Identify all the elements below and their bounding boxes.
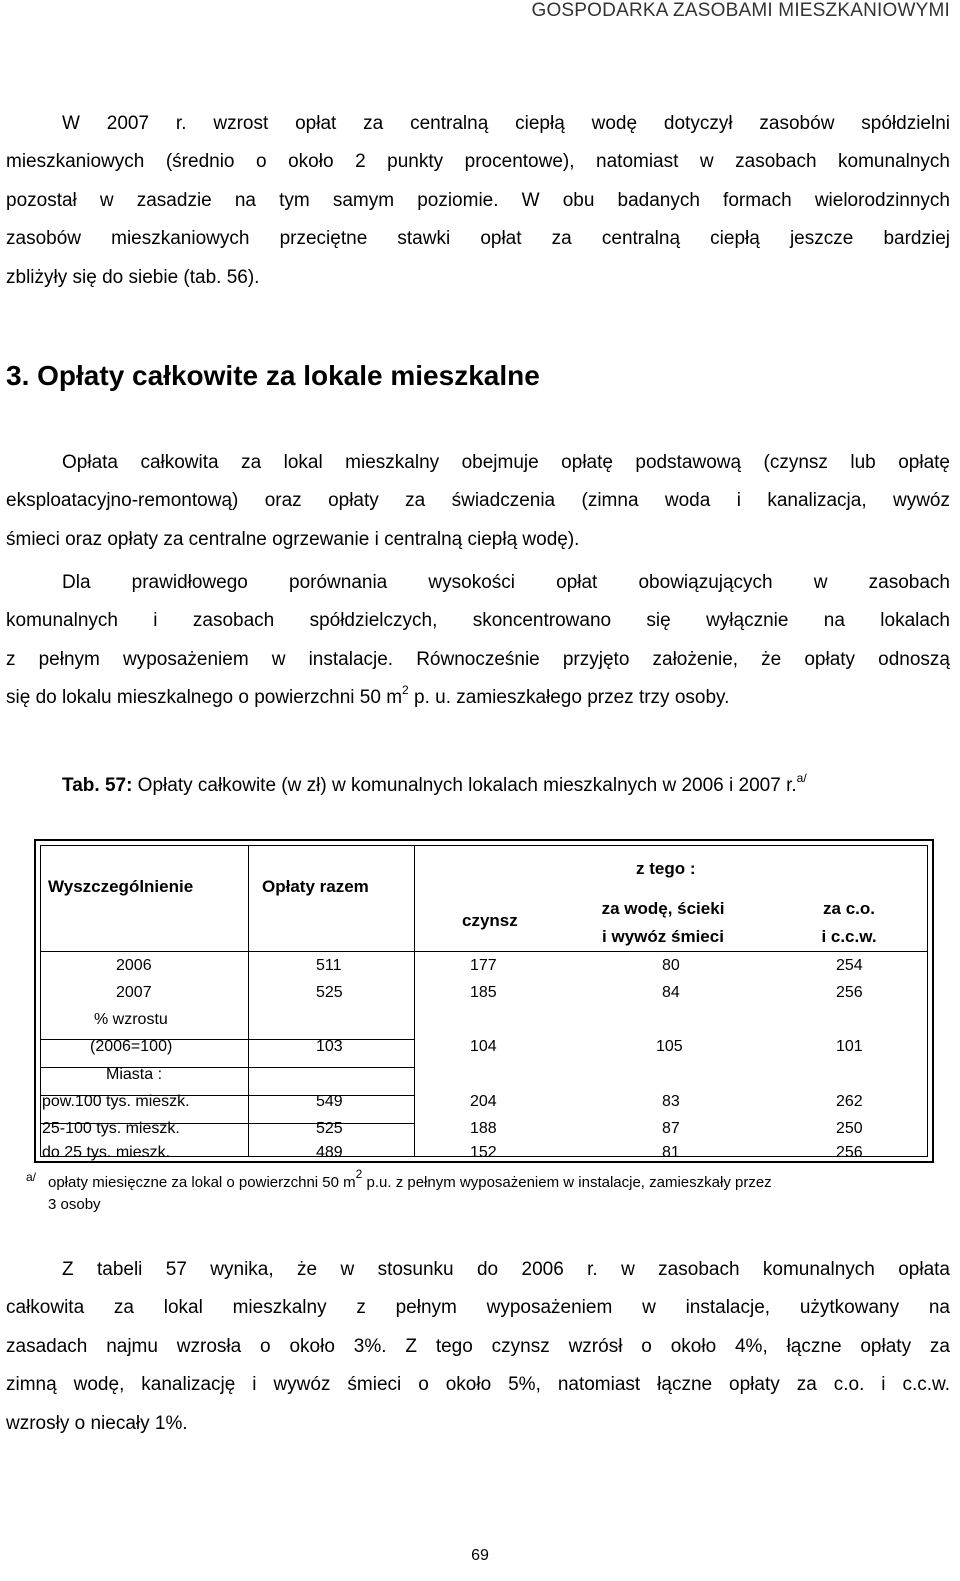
cell-total: 525 — [316, 984, 343, 1001]
cell-total: 525 — [316, 1120, 343, 1137]
cell-total: 103 — [316, 1038, 343, 1055]
row-label: (2006=100) — [90, 1038, 173, 1055]
header-co-line2: i c.c.w. — [821, 927, 877, 946]
row-label: do 25 tys. mieszk. — [42, 1144, 171, 1161]
cell-czynsz: 204 — [470, 1093, 497, 1110]
cell-czynsz: 177 — [470, 957, 497, 974]
paragraph-line: Z tabeli 57 wynika, że w stosunku do 2006 r. w zasobach komunalnych opłata — [62, 1259, 950, 1280]
cell-co: 101 — [836, 1038, 863, 1055]
cell-co: 256 — [836, 1144, 863, 1161]
header-czynsz: czynsz — [462, 911, 518, 930]
data-table — [34, 839, 936, 1225]
footnote-text: p.u. z pełnym wyposażeniem w instalacje, zamieszkały przez — [362, 1174, 772, 1191]
caption-label: Tab. — [62, 775, 100, 796]
paragraph-line: wzrosły o niecały 1%. — [6, 1412, 188, 1434]
cell-co: 254 — [836, 957, 863, 974]
paragraph-line — [6, 679, 950, 717]
row-label: 2006 — [116, 957, 152, 974]
table-caption — [62, 771, 807, 797]
caption-text: Opłaty całkowite (w zł) w komunalnych lokalach mieszkalnych w 2006 i 2007 r. — [132, 775, 797, 796]
cell-woda: 81 — [662, 1144, 680, 1161]
header-z-tego: z tego : — [636, 859, 696, 878]
header-divider — [40, 951, 928, 952]
line-text: się do lokalu mieszkalnego o powierzchni 50 m — [6, 687, 403, 709]
paragraph-line: zasobów mieszkaniowych przeciętne stawki opłat za centralną ciepłą jeszcze bardziej — [6, 228, 950, 250]
column-divider — [248, 845, 249, 1157]
cell-woda: 105 — [656, 1038, 683, 1055]
row-divider — [40, 1067, 414, 1068]
row-group-label: Miasta : — [106, 1066, 163, 1083]
footnote-line: 3 osoby — [48, 1196, 101, 1213]
column-divider — [414, 845, 415, 1157]
cell-czynsz: 188 — [470, 1120, 497, 1137]
footnote-line — [48, 1167, 772, 1191]
row-label: pow.100 tys. mieszk. — [42, 1093, 190, 1110]
paragraph-line: Dla prawidłowego porównania wysokości opłat obowiązujących w zasobach — [62, 572, 950, 593]
paragraph-line: całkowita za lokal mieszkalny z pełnym wyposażeniem w instalacje, użytkowany na — [6, 1297, 950, 1319]
paragraph-line: mieszkaniowych (średnio o około 2 punkty procentowe), natomiast w zasobach komunalnych — [6, 151, 950, 173]
footnote-mark: a/ — [26, 1170, 37, 1184]
header-wyszczegolnienie: Wyszczególnienie — [48, 877, 194, 896]
paragraph-intro — [6, 105, 950, 297]
cell-total: 549 — [316, 1093, 343, 1110]
header-woda-line2: i wywóz śmieci — [602, 927, 724, 946]
row-label: 2007 — [116, 984, 152, 1001]
header-co: za c.o. — [823, 899, 875, 918]
footnote-superscript: 2 — [355, 1167, 363, 1181]
paragraph-definition — [6, 444, 950, 559]
superscript: 2 — [402, 683, 409, 698]
cell-co: 250 — [836, 1120, 863, 1137]
footnote-text: opłaty miesięczne za lokal o powierzchni 50 m — [48, 1174, 356, 1191]
cell-czynsz: 104 — [470, 1038, 497, 1055]
header-woda: za wodę, ścieki — [601, 899, 725, 918]
header-oplaty-razem: Opłaty razem — [262, 877, 369, 896]
row-label-line1: % wzrostu — [94, 1011, 168, 1028]
paragraph-line: śmieci oraz opłaty za centralne ogrzewanie i centralną ciepłą wodę). — [6, 528, 580, 550]
caption-number: 57: — [104, 775, 133, 796]
paragraph-method — [6, 564, 950, 718]
section-heading: 3. Opłaty całkowite za lokale mieszkalne — [6, 360, 540, 391]
paragraph-line: komunalnych i zasobach spółdzielczych, skoncentrowano się wyłącznie na lokalach — [6, 610, 950, 632]
row-label: 25-100 tys. mieszk. — [42, 1120, 180, 1137]
page-number: 69 — [471, 1547, 489, 1564]
cell-total: 489 — [316, 1144, 343, 1161]
paragraph-line: zasadach najmu wzrosła o około 3%. Z tego czynsz wzrósł o około 4%, łączne opłaty za — [6, 1335, 950, 1357]
line-text: p. u. zamieszkałego przez trzy osoby. — [408, 687, 730, 709]
cell-woda: 84 — [662, 984, 680, 1001]
paragraph-line: zbliżyły się do siebie (tab. 56). — [6, 266, 260, 288]
paragraph-line: eksploatacyjno-remontową) oraz opłaty za świadczenia (zimna woda i kanalizacja, wywóz — [6, 490, 950, 512]
cell-total: 511 — [316, 957, 342, 974]
paragraph-line: Opłata całkowita za lokal mieszkalny obejmuje opłatę podstawową (czynsz lub opłatę — [62, 452, 950, 473]
cell-woda: 80 — [662, 957, 680, 974]
running-header: GOSPODARKA ZASOBAMI MIESZKANIOWYMI — [531, 0, 950, 21]
caption-footnote-mark: a/ — [796, 771, 807, 785]
cell-co: 262 — [836, 1093, 863, 1110]
paragraph-line: zimną wodę, kanalizację i wywóz śmieci o około 5%, natomiast łączne opłaty za c.o. i c.c.w. — [6, 1374, 950, 1396]
paragraph-line: W 2007 r. wzrost opłat za centralną ciepłą wodę dotyczył zasobów spółdzielni — [62, 113, 950, 134]
cell-czynsz: 152 — [470, 1144, 497, 1161]
paragraph-line: pozostał w zasadzie na tym samym poziomie. W obu badanych formach wielorodzinnych — [6, 189, 950, 211]
cell-czynsz: 185 — [470, 984, 497, 1001]
paragraph-conclusion — [6, 1251, 950, 1443]
paragraph-line: z pełnym wyposażeniem w instalacje. Równocześnie przyjęto założenie, że opłaty odnoszą — [6, 648, 950, 670]
cell-woda: 87 — [662, 1120, 680, 1137]
cell-woda: 83 — [662, 1093, 680, 1110]
cell-co: 256 — [836, 984, 863, 1001]
